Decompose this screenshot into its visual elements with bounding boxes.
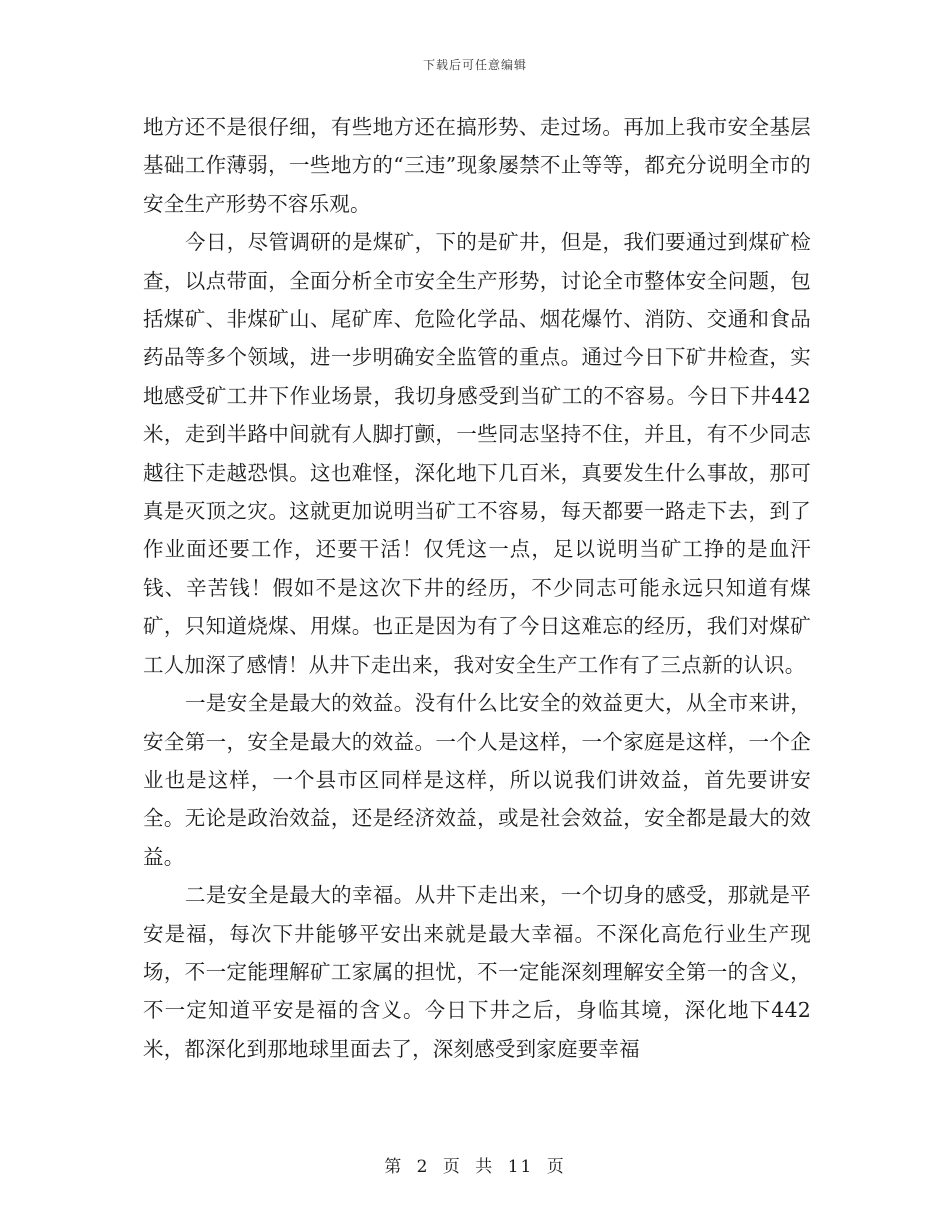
- paragraph-safety-happiness: 二是安全是最大的幸福。从井下走出来，一个切身的感受，那就是平安是福，每次下井能够平安出来就是最大幸福。不深化高危行业生产现场，不一定能理解矿工家属的担忧，不一定能深刻理解安全第一的含义，不一定知道平安是福的含义。今日下井之后，身临其境，深化地下442米，都深化到那地球里面去了，深刻感受到家庭要幸福: [143, 883, 811, 1061]
- paragraph-continuation: 地方还不是很仔细，有些地方还在搞形势、走过场。再加上我市安全基层基础工作薄弱，一些地方的“三违”现象屡禁不止等等，都充分说明全市的安全生产形势不容乐观。: [143, 115, 811, 216]
- paragraph-safety-benefit: 一是安全是最大的效益。没有什么比安全的效益更大，从全市来讲，安全第一，安全是最大的效益。一个人是这样，一个家庭是这样，一个企业也是这样，一个县市区同样是这样，所以说我们讲效益，首先要讲安全。无论是政治效益，还是经济效益，或是社会效益，安全都是最大的效益。: [143, 691, 811, 869]
- paragraph-mine-inspection: 今日，尽管调研的是煤矿，下的是矿井，但是，我们要通过到煤矿检查，以点带面，全面分析全市安全生产形势，讨论全市整体安全问题，包括煤矿、非煤矿山、尾矿库、危险化学品、烟花爆竹、消防、交通和食品药品等多个领域，进一步明确安全监管的重点。通过今日下矿井检查，实地感受矿工井下作业场景，我切身感受到当矿工的不容易。今日下井442米，走到半路中间就有人脚打颤，一些同志坚持不住，并且，有不少同志越往下走越恐惧。这也难怪，深化地下几百米，真要发生什么事故，那可真是灭顶之灾。这就更加说明当矿工不容易，每天都要一路走下去，到了作业面还要工作，还要干活！仅凭这一点，足以说明当矿工挣的是血汗钱、辛苦钱！假如不是这次下井的经历，不少同志可能永远只知道有煤矿，只知道烧煤、用煤。也正是因为有了今日这难忘的经历，我们对煤矿工人加深了感情！从井下走出来，我对安全生产工作有了三点新的认识。: [143, 230, 811, 677]
- page-header-note: 下载后可任意编辑: [422, 58, 527, 72]
- document-body: [143, 108, 811, 1068]
- page-number: 第 2 页 共 11 页: [384, 1157, 566, 1177]
